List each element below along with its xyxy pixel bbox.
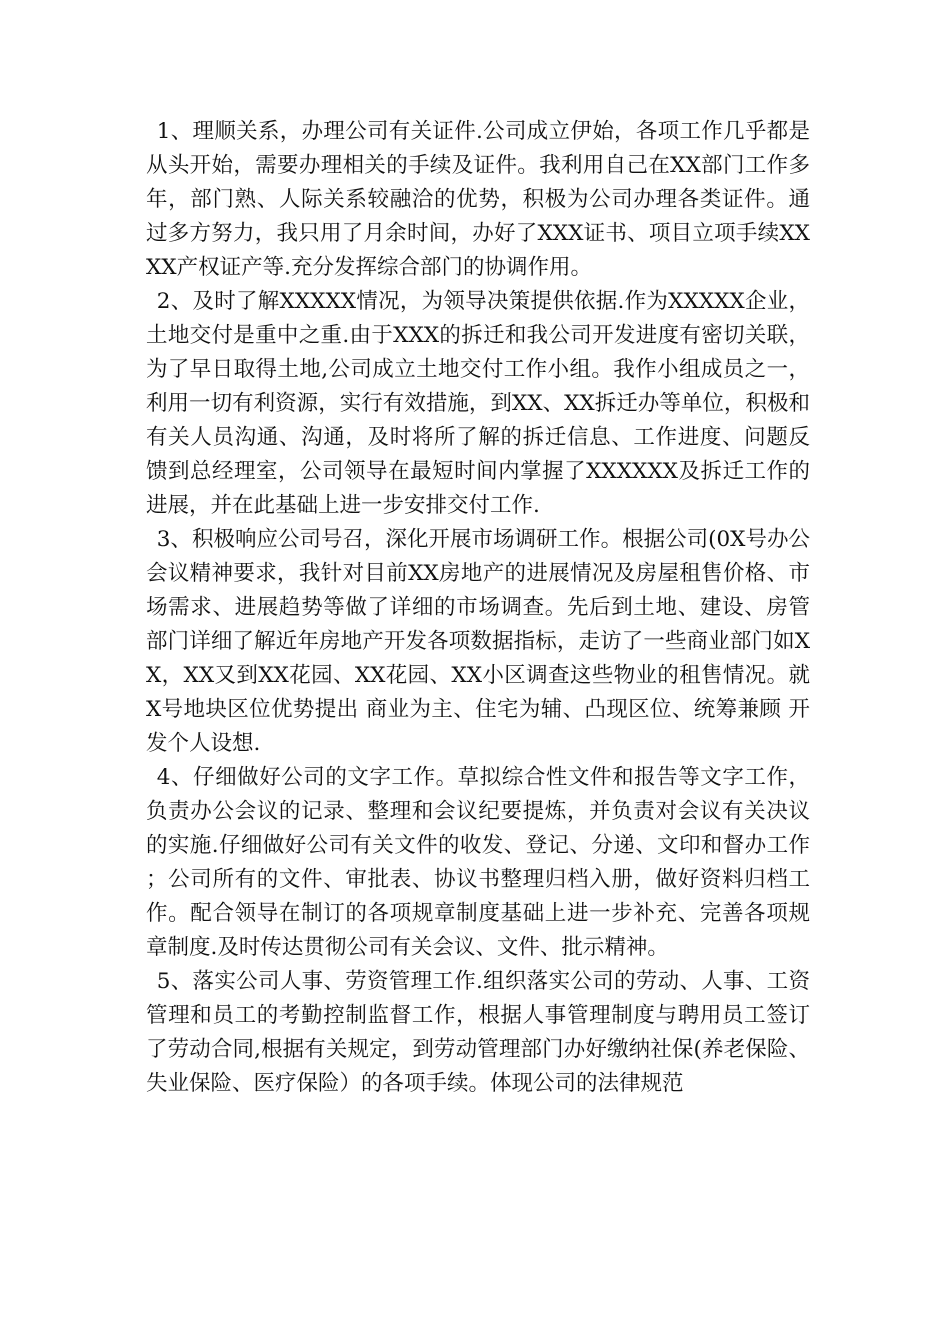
paragraph-writing-work: 4、仔细做好公司的文字工作。草拟综合性文件和报告等文字工作，负责办公会议的记录、整理和会议纪要提炼，并负责对会议有关决议的实施.仔细做好公司有关文件的收发、登记、分递、文印和督办工作；公司所有的文件、审批表、协议书整理归档入册，做好资料归档工作。配合领导在制订的各项规章制度基础上进一步补充、完善各项规章制度.及时传达贯彻公司有关会议、文件、批示精神。 <box>146 765 810 960</box>
paragraph-land-delivery: 2、及时了解XXXXX情况，为领导决策提供依据.作为XXXXX企业，土地交付是重中之重.由于XXX的拆迁和我公司开发进度有密切关联，为了早日取得土地,公司成立土地交付工作小组。我作小组成员之一，利用一切有利资源，实行有效措施，到XX、XX拆迁办等单位，积极和有关人员沟通、沟通，及时将所了解的拆迁信息、工作进度、问题反馈到总经理室，公司领导在最短时间内掌握了XXXXXX及拆迁工作的进展，并在此基础上进一步安排交付工作. <box>146 289 810 518</box>
paragraph-market-research: 3、积极响应公司号召，深化开展市场调研工作。根据公司(0X号办公会议精神要求，我针对目前XX房地产的进展情况及房屋租售价格、市场需求、进展趋势等做了详细的市场调查。先后到土地、建设、房管部门详细了解近年房地产开发各项数据指标，走访了一些商业部门如XX，XX又到XX花园、XX花园、XX小区调查这些物业的租售情况。就X号地块区位优势提出 商业为主、住宅为辅、凸现区位、统筹兼顾 开发个人设想. <box>146 527 810 756</box>
paragraph-certificates: 1、理顺关系，办理公司有关证件.公司成立伊始，各项工作几乎都是从头开始，需要办理相关的手续及证件。我利用自己在XX部门工作多年，部门熟、人际关系较融洽的优势，积极为公司办理各类证件。通过多方努力，我只用了月余时间，办好了XXX证书、项目立项手续XXXX产权证产等.充分发挥综合部门的协调作用。 <box>146 119 810 280</box>
paragraph-personnel: 5、落实公司人事、劳资管理工作.组织落实公司的劳动、人事、工资管理和员工的考勤控制监督工作，根据人事管理制度与聘用员工签订了劳动合同,根据有关规定，到劳动管理部门办好缴纳社保(养老保险、失业保险、医疗保险）的各项手续。体现公司的法律规范 <box>146 969 810 1096</box>
document-body <box>146 115 810 1101</box>
